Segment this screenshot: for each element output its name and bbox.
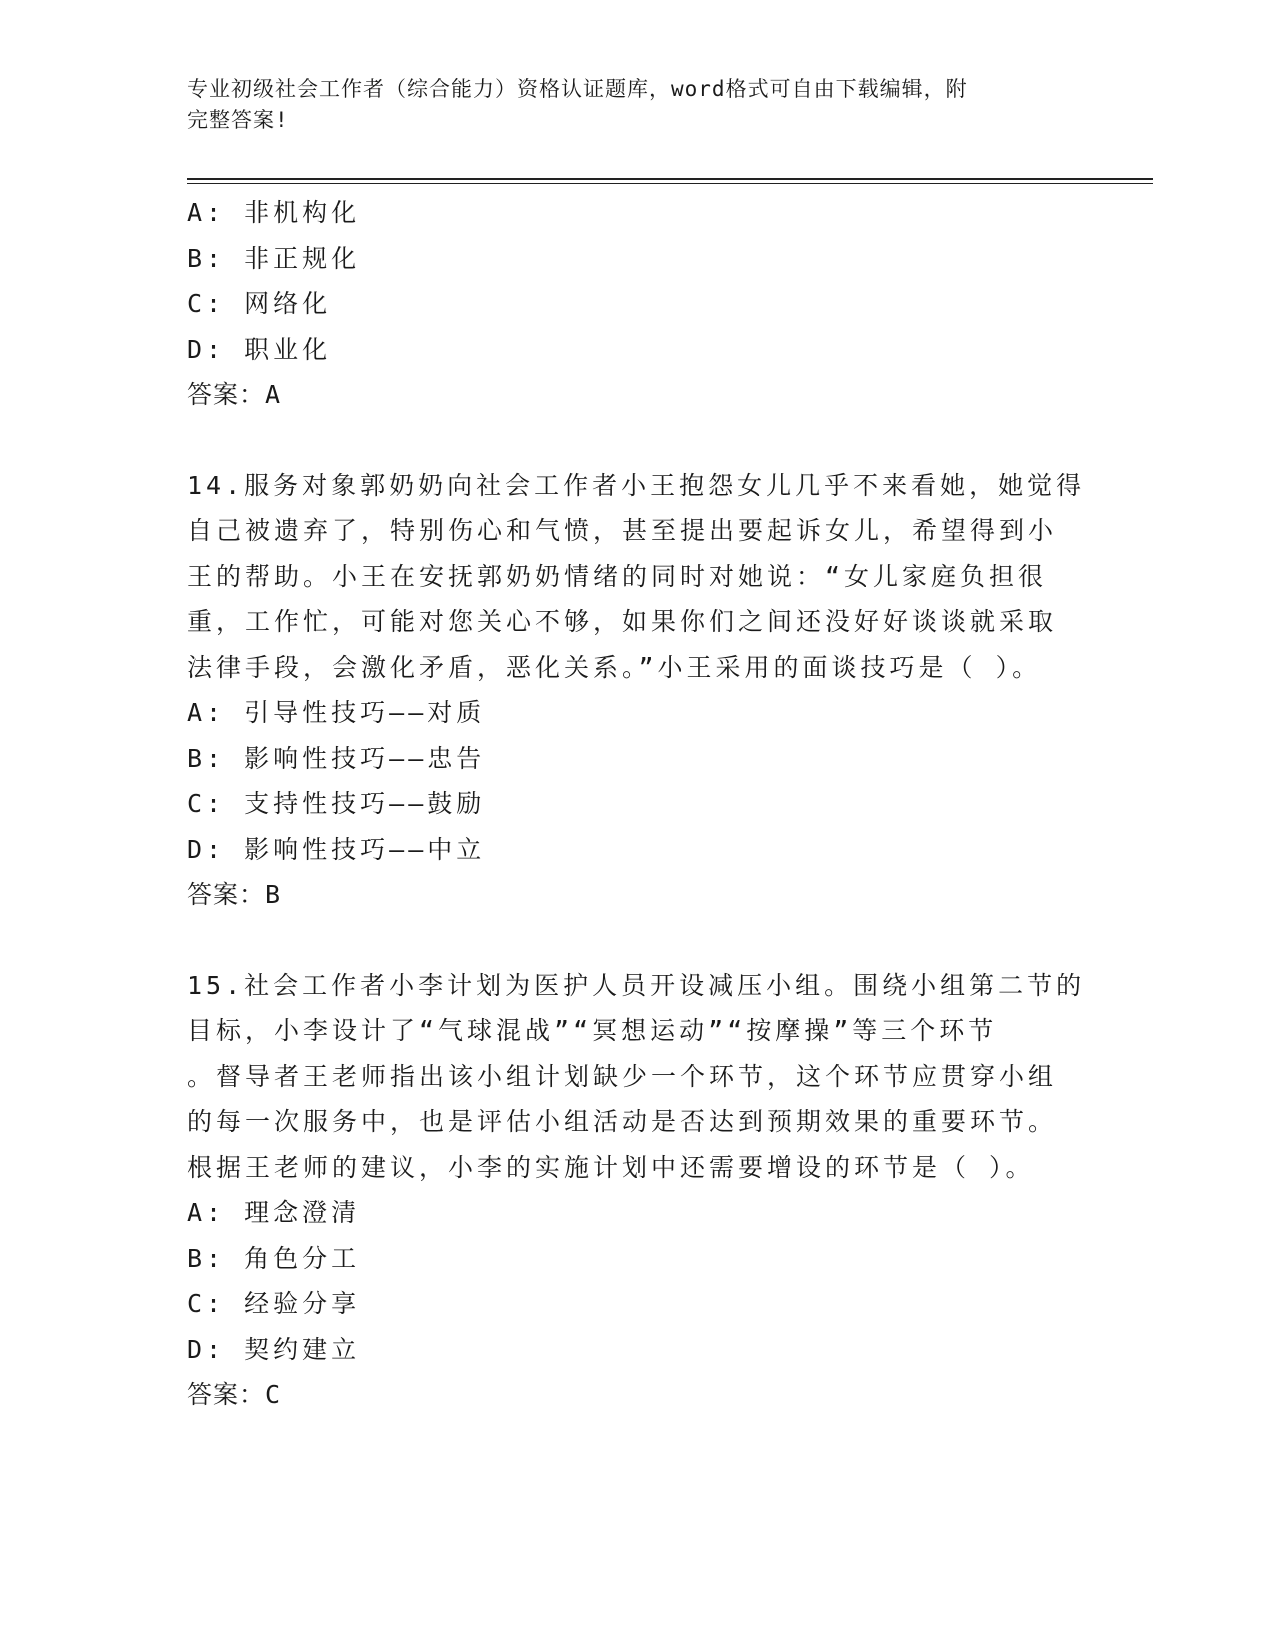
page-header — [187, 74, 1067, 136]
question-text-line: 根据王老师的建议，小李的实施计划中还需要增设的环节是（ ）。 — [187, 1152, 1035, 1182]
question-text-line: 王的帮助。小王在安抚郭奶奶情绪的同时对她说：“女儿家庭负担很 — [187, 561, 1048, 591]
option-d: D: 契约建立 — [187, 1334, 361, 1364]
option-d: D: 影响性技巧——中立 — [187, 834, 486, 864]
answer: 答案：B — [187, 880, 282, 909]
question-text-line: 目标，小李设计了“气球混战”“冥想运动”“按摩操”等三个环节 — [187, 1016, 998, 1045]
option-a: A: 理念澄清 — [187, 1198, 361, 1227]
question-text-line: 自己被遗弃了，特别伤心和气愤，甚至提出要起诉女儿，希望得到小 — [187, 516, 1058, 545]
option-a: A: 非机构化 — [187, 198, 361, 227]
question-text-line: 14.服务对象郭奶奶向社会工作者小王抱怨女儿几乎不来看她，她觉得 — [187, 470, 1086, 500]
question-text-line: 重，工作忙，可能对您关心不够，如果你们之间还没好好谈谈就采取 — [187, 607, 1058, 636]
option-c: C: 网络化 — [187, 289, 332, 318]
option-a: A: 引导性技巧——对质 — [187, 698, 486, 727]
option-c: C: 经验分享 — [187, 1289, 361, 1318]
question-13 — [187, 190, 1087, 418]
option-b: B: 非正规化 — [187, 243, 361, 273]
header-divider — [187, 178, 1153, 184]
question-text-line: 法律手段，会激化矛盾，恶化关系。”小王采用的面谈技巧是（ ）。 — [187, 652, 1042, 682]
header-title-line-2: 完整答案! — [187, 108, 289, 132]
answer: 答案：A — [187, 380, 282, 409]
question-text-line: 。督导者王老师指出该小组计划缺少一个环节，这个环节应贯穿小组 — [187, 1061, 1058, 1091]
document-body — [187, 190, 1087, 1418]
option-c: C: 支持性技巧——鼓励 — [187, 789, 486, 818]
question-14 — [187, 463, 1087, 918]
answer: 答案：C — [187, 1380, 282, 1409]
question-15 — [187, 963, 1087, 1418]
question-text-line: 15.社会工作者小李计划为医护人员开设减压小组。围绕小组第二节的 — [187, 970, 1086, 1000]
option-b: B: 角色分工 — [187, 1243, 361, 1273]
question-text-line: 的每一次服务中，也是评估小组活动是否达到预期效果的重要环节。 — [187, 1107, 1058, 1136]
option-d: D: 职业化 — [187, 334, 332, 364]
option-b: B: 影响性技巧——忠告 — [187, 743, 486, 773]
header-title-line-1: 专业初级社会工作者（综合能力）资格认证题库，word格式可自由下载编辑，附 — [187, 77, 968, 101]
